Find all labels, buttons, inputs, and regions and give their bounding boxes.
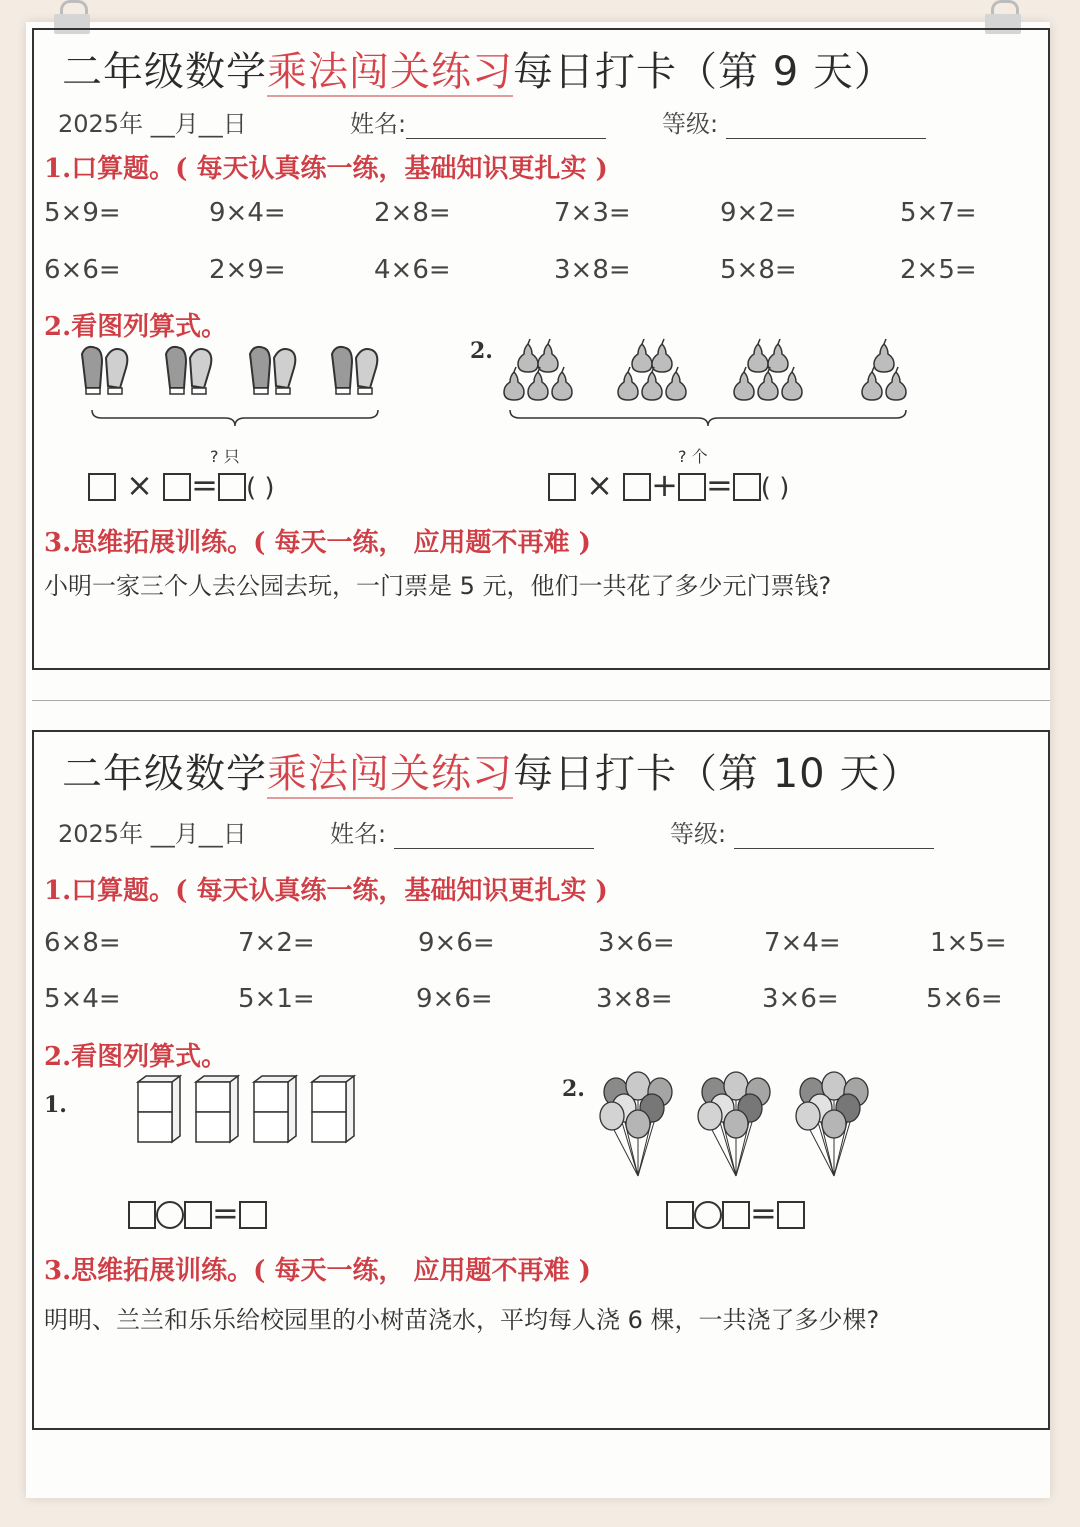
word-problem-text: 小明一家三个人去公园去玩，一门票是 5 元，他们一共花了多少元门票钱?: [44, 572, 832, 600]
answer-box[interactable]: [548, 473, 576, 501]
answer-box[interactable]: [218, 473, 246, 501]
calc-item: 5×6=: [926, 984, 1003, 1014]
pear-icon: [652, 339, 672, 372]
section-picture-equation: 2.看图列算式。: [44, 312, 228, 342]
picture-label: 2.: [470, 338, 493, 364]
pear-icon: [518, 339, 538, 372]
calc-item: 3×6=: [762, 984, 839, 1014]
brace-icon: [90, 408, 380, 428]
equation-blank[interactable]: × + = ( ): [548, 466, 789, 504]
answer-box[interactable]: [777, 1201, 805, 1229]
answer-box[interactable]: [184, 1201, 212, 1229]
section-oral-calc: 1.口算题。( 每天认真练一练，基础知识更扎实 ): [44, 876, 608, 906]
equation-blank[interactable]: × = ( ): [88, 466, 275, 504]
title-prefix: 二年级数学: [62, 751, 267, 797]
calc-item: 3×6=: [598, 928, 675, 958]
name-blank[interactable]: [394, 848, 594, 849]
calc-item: 7×4=: [764, 928, 841, 958]
calc-item: 9×4=: [209, 198, 286, 228]
grade-blank[interactable]: [726, 138, 926, 139]
answer-box[interactable]: [128, 1201, 156, 1229]
operator-circle[interactable]: [694, 1201, 722, 1229]
calc-item: 6×8=: [44, 928, 121, 958]
calc-item: 9×6=: [418, 928, 495, 958]
cube-stack-icon: [312, 1076, 354, 1142]
pear-icon: [768, 339, 788, 372]
answer-box[interactable]: [88, 473, 116, 501]
calc-item: 1×5=: [930, 928, 1007, 958]
pear-icon: [504, 367, 524, 400]
answer-box[interactable]: [722, 1201, 750, 1229]
calc-item: 3×8=: [554, 255, 631, 285]
calc-item: 5×4=: [44, 984, 121, 1014]
unit-label: ? 只: [210, 447, 240, 466]
mitten-pair-icon: [326, 340, 388, 402]
worksheet-title: [62, 742, 921, 799]
section-word-problem: 3.思维拓展训练。( 每天一练， 应用题不再难 ): [44, 528, 591, 558]
calc-item: 5×9=: [44, 198, 121, 228]
mitten-pair-icon: [76, 340, 138, 402]
calc-item: 2×8=: [374, 198, 451, 228]
grade-blank[interactable]: [734, 848, 934, 849]
equation-blank[interactable]: =: [666, 1194, 805, 1232]
pear-icon: [734, 367, 754, 400]
name-label: 姓名:: [330, 820, 387, 848]
date-field[interactable]: 2025年 __月__日: [58, 820, 247, 848]
answer-box[interactable]: [666, 1201, 694, 1229]
name-label: 姓名:: [350, 110, 407, 138]
calc-item: 3×8=: [596, 984, 673, 1014]
calc-item: 6×6=: [44, 255, 121, 285]
cube-stack-group: [130, 1074, 360, 1150]
answer-box[interactable]: [623, 473, 651, 501]
section-picture-equation: 2.看图列算式。: [44, 1042, 228, 1072]
section-word-problem: 3.思维拓展训练。( 每天一练， 应用题不再难 ): [44, 1256, 591, 1286]
balloon-bunch-icon: [796, 1072, 868, 1176]
calc-item: 7×2=: [238, 928, 315, 958]
worksheet-card-day9: [32, 28, 1050, 670]
date-field[interactable]: 2025年 __月__日: [58, 110, 247, 138]
pear-icon: [538, 339, 558, 372]
grade-field[interactable]: [662, 104, 926, 139]
picture-label: 2.: [562, 1076, 585, 1102]
cube-stack-icon: [254, 1076, 296, 1142]
grade-label: 等级:: [662, 110, 719, 138]
worksheet-title: [62, 40, 895, 97]
title-suffix: 每日打卡（第 10 天）: [513, 751, 922, 797]
picture-label: 1.: [44, 1092, 67, 1118]
title-suffix: 每日打卡（第 9 天）: [513, 49, 895, 95]
grade-label: 等级:: [670, 820, 727, 848]
unit-paren: ( ): [245, 473, 275, 503]
answer-box[interactable]: [678, 473, 706, 501]
word-problem-text: 明明、兰兰和乐乐给校园里的小树苗浇水，平均每人浇 6 棵，一共浇了多少棵?: [44, 1306, 880, 1334]
cube-stack-icon: [196, 1076, 238, 1142]
brace-icon: [508, 408, 908, 428]
calc-item: 2×5=: [900, 255, 977, 285]
unit-label: ? 个: [678, 447, 708, 466]
balloon-groups: [590, 1076, 880, 1186]
name-blank[interactable]: [406, 138, 606, 139]
unit-paren: ( ): [760, 473, 790, 503]
name-field[interactable]: [350, 104, 606, 139]
calc-item: 5×7=: [900, 198, 977, 228]
title-highlight: 乘法闯关练习: [267, 751, 513, 797]
mitten-pair-icon: [244, 340, 306, 402]
answer-box[interactable]: [733, 473, 761, 501]
pear-icon: [748, 339, 768, 372]
calc-item: 9×6=: [416, 984, 493, 1014]
grade-field[interactable]: [670, 814, 934, 849]
pear-icon: [666, 367, 686, 400]
pear-icon: [874, 339, 894, 372]
operator-circle[interactable]: [156, 1201, 184, 1229]
calc-item: 2×9=: [209, 255, 286, 285]
pear-icon: [782, 367, 802, 400]
name-field[interactable]: [330, 814, 594, 849]
title-prefix: 二年级数学: [62, 49, 267, 95]
title-highlight: 乘法闯关练习: [267, 49, 513, 95]
equation-blank[interactable]: =: [128, 1194, 267, 1232]
balloon-bunch-icon: [600, 1072, 672, 1176]
calc-item: 9×2=: [720, 198, 797, 228]
pear-icon: [552, 367, 572, 400]
mitten-pair-icon: [160, 340, 222, 402]
calc-item: 5×8=: [720, 255, 797, 285]
section-oral-calc: 1.口算题。( 每天认真练一练，基础知识更扎实 ): [44, 154, 608, 184]
divider-line: [32, 700, 1050, 701]
calc-item: 4×6=: [374, 255, 451, 285]
worksheet-card-day10: [32, 730, 1050, 1430]
calc-item: 7×3=: [554, 198, 631, 228]
answer-box[interactable]: [239, 1201, 267, 1229]
balloon-bunch-icon: [698, 1072, 770, 1176]
pear-icon: [632, 339, 652, 372]
pear-groups: [498, 330, 918, 405]
cube-stack-icon: [138, 1076, 180, 1142]
pear-icon: [618, 367, 638, 400]
calc-item: 5×1=: [238, 984, 315, 1014]
answer-box[interactable]: [163, 473, 191, 501]
